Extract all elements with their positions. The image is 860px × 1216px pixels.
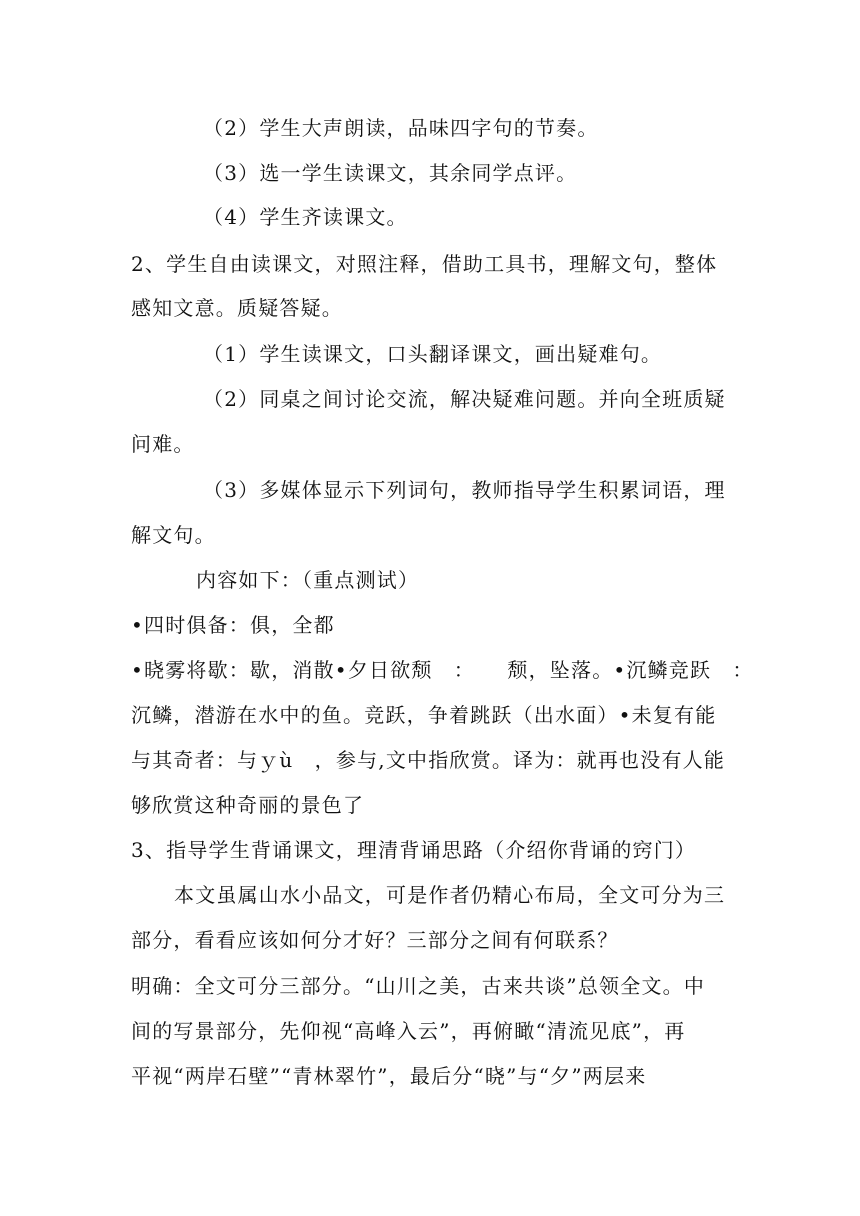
text-line: （2）同桌之间讨论交流，解决疑难问题。并向全班质疑 [203, 387, 726, 411]
text-line: 问难。 [131, 432, 195, 456]
text-line: （3）选一学生读课文，其余同学点评。 [203, 161, 578, 185]
text-line: 感知文意。质疑答疑。 [131, 296, 343, 320]
text-line: （2）学生大声朗读，品味四字句的节奏。 [203, 116, 599, 140]
text-line: 够欣赏这种奇丽的景色了 [131, 793, 365, 817]
text-line: 明确：全文可分三部分。“山川之美，古来共谈”总领全文。中 [131, 974, 706, 998]
text-line: 本文虽属山水小品文，可是作者仍精心布局，全文可分为三 [174, 883, 726, 907]
text-line: 与其奇者：与ｙù ，参与,文中指欣赏。译为：就再也没有人能 [131, 748, 726, 772]
text-line: 部分，看看应该如何分才好？三部分之间有何联系？ [131, 928, 619, 952]
text-line: 平视“两岸石壁”“青林翠竹”，最后分“晓”与“夕”两层来 [131, 1064, 647, 1088]
text-line: 解文句。 [131, 523, 216, 547]
text-line: （1）学生读课文，口头翻译课文，画出疑难句。 [203, 342, 663, 366]
text-line: 沉鳞，潜游在水中的鱼。竞跃，争着跳跃（出水面）•未复有能 [131, 703, 717, 727]
text-line: 2、学生自由读课文，对照注释，借助工具书，理解文句，整体 [131, 252, 718, 276]
text-line: •四时俱备：俱，全都 [131, 613, 335, 637]
text-line: 3、指导学生背诵课文，理清背诵思路（介绍你背诵的窍门） [131, 838, 697, 862]
text-line: （3）多媒体显示下列词句，教师指导学生积累词语，理 [203, 478, 726, 502]
text-line: （4）学生齐读课文。 [203, 205, 408, 229]
text-line: 间的写景部分，先仰视“高峰入云”，再俯瞰“清流见底”，再 [131, 1019, 686, 1043]
text-line: •晓雾将歇：歇，消散•夕日欲颓 ： 颓，坠落。•沉鳞竞跃 ： [131, 658, 754, 682]
text-line: 内容如下：（重点测试） [196, 568, 420, 592]
